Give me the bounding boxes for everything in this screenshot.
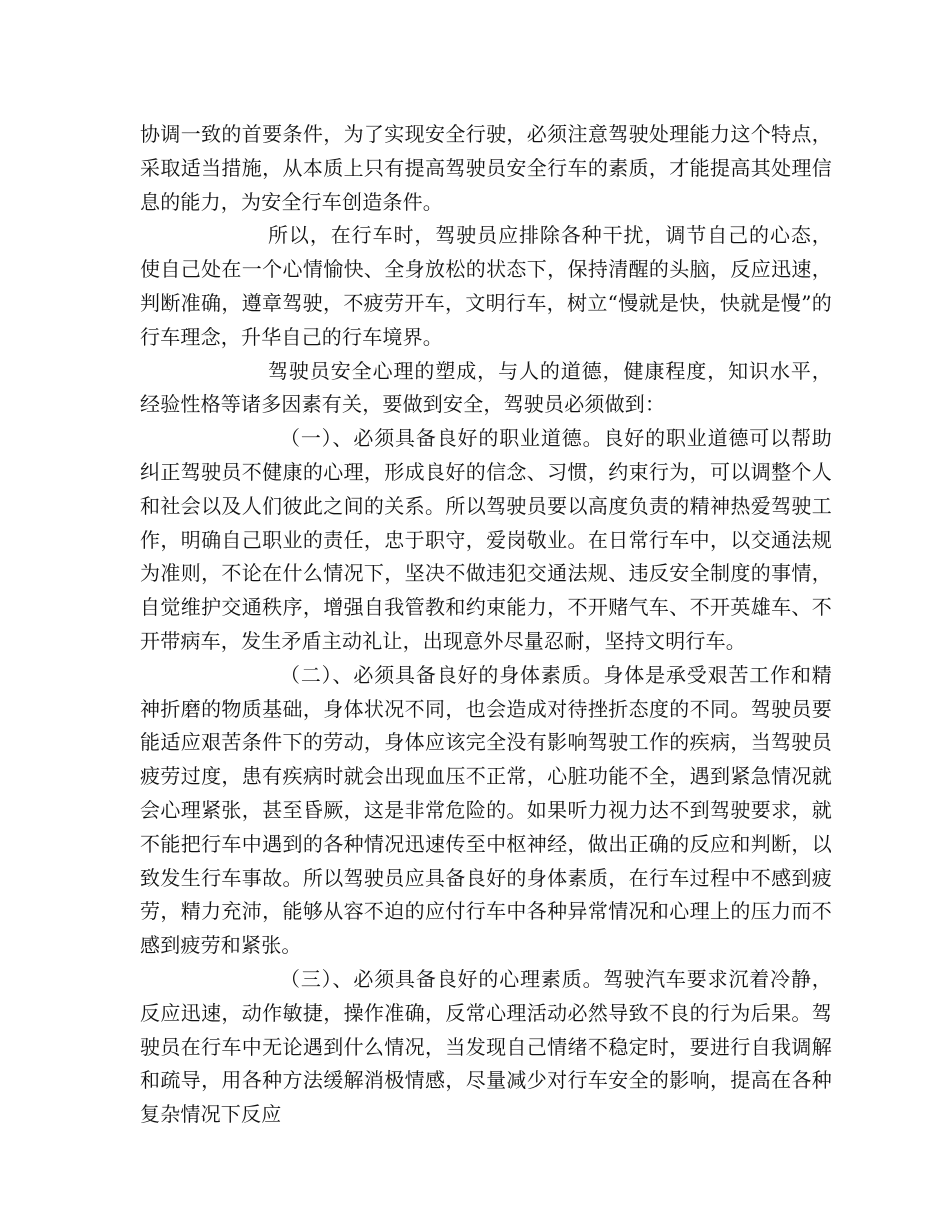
paragraph-safety-psychology: 驾驶员安全心理的塑成，与人的道德，健康程度，知识水平，经验性格等诸多因素有关，要做到安全，驾驶员必须做到： xyxy=(140,358,832,417)
paragraph-continuation: 协调一致的首要条件，为了实现安全行驶，必须注意驾驶处理能力这个特点，采取适当措施，从本质上只有提高驾驶员安全行车的素质，才能提高其处理信息的能力，为安全行车创造条件。 xyxy=(140,122,832,214)
paragraph-professional-ethics: （一）、必须具备良好的职业道德。良好的职业道德可以帮助纠正驾驶员不健康的心理，形成良好的信念、习惯，约束行为，可以调整个人和社会以及人们彼此之间的关系。所以驾驶员要以高度负责的精神热爱驾驶工作，明确自己职业的责任，忠于职守，爱岗敬业。在日常行车中，以交通法规为准则，不论在什么情况下，坚决不做违犯交通法规、违反安全制度的事情，自觉维护交通秩序，增强自我管教和约束能力，不开赌气车、不开英雄车、不开带病车，发生矛盾主动礼让，出现意外尽量忍耐，坚持文明行车。 xyxy=(140,426,832,653)
paragraph-psychological-quality: （三）、必须具备良好的心理素质。驾驶汽车要求沉着冷静，反应迅速，动作敏捷，操作准确，反常心理活动必然导致不良的行为后果。驾驶员在行车中无论遇到什么情况，当发现自己情绪不稳定时，要进行自我调解和疏导，用各种方法缓解消极情感，尽量减少对行车安全的影响，提高在各种复杂情况下反应 xyxy=(140,966,832,1127)
paragraph-driving-mindset: 所以，在行车时，驾驶员应排除各种干扰，调节自己的心态，使自己处在一个心情愉快、全身放松的状态下，保持清醒的头脑，反应迅速，判断准确，遵章驾驶，不疲劳开车，文明行车，树立“慢就是快，快就是慢”的行车理念，升华自己的行车境界。 xyxy=(140,223,832,349)
paragraph-physical-quality: （二）、必须具备良好的身体素质。身体是承受艰苦工作和精神折磨的物质基础，身体状况不同，也会造成对待挫折态度的不同。驾驶员要能适应艰苦条件下的劳动，身体应该完全没有影响驾驶工作的疾病，当驾驶员疲劳过度，患有疾病时就会出现血压不正常，心脏功能不全，遇到紧急情况就会心理紧张，甚至昏厥，这是非常危险的。如果听力视力达不到驾驶要求，就不能把行车中遇到的各种情况迅速传至中枢神经，做出正确的反应和判断，以致发生行车事故。所以驾驶员应具备良好的身体素质，在行车过程中不感到疲劳，精力充沛，能够从容不迫的应付行车中各种异常情况和心理上的压力而不感到疲劳和紧张。 xyxy=(140,662,832,958)
